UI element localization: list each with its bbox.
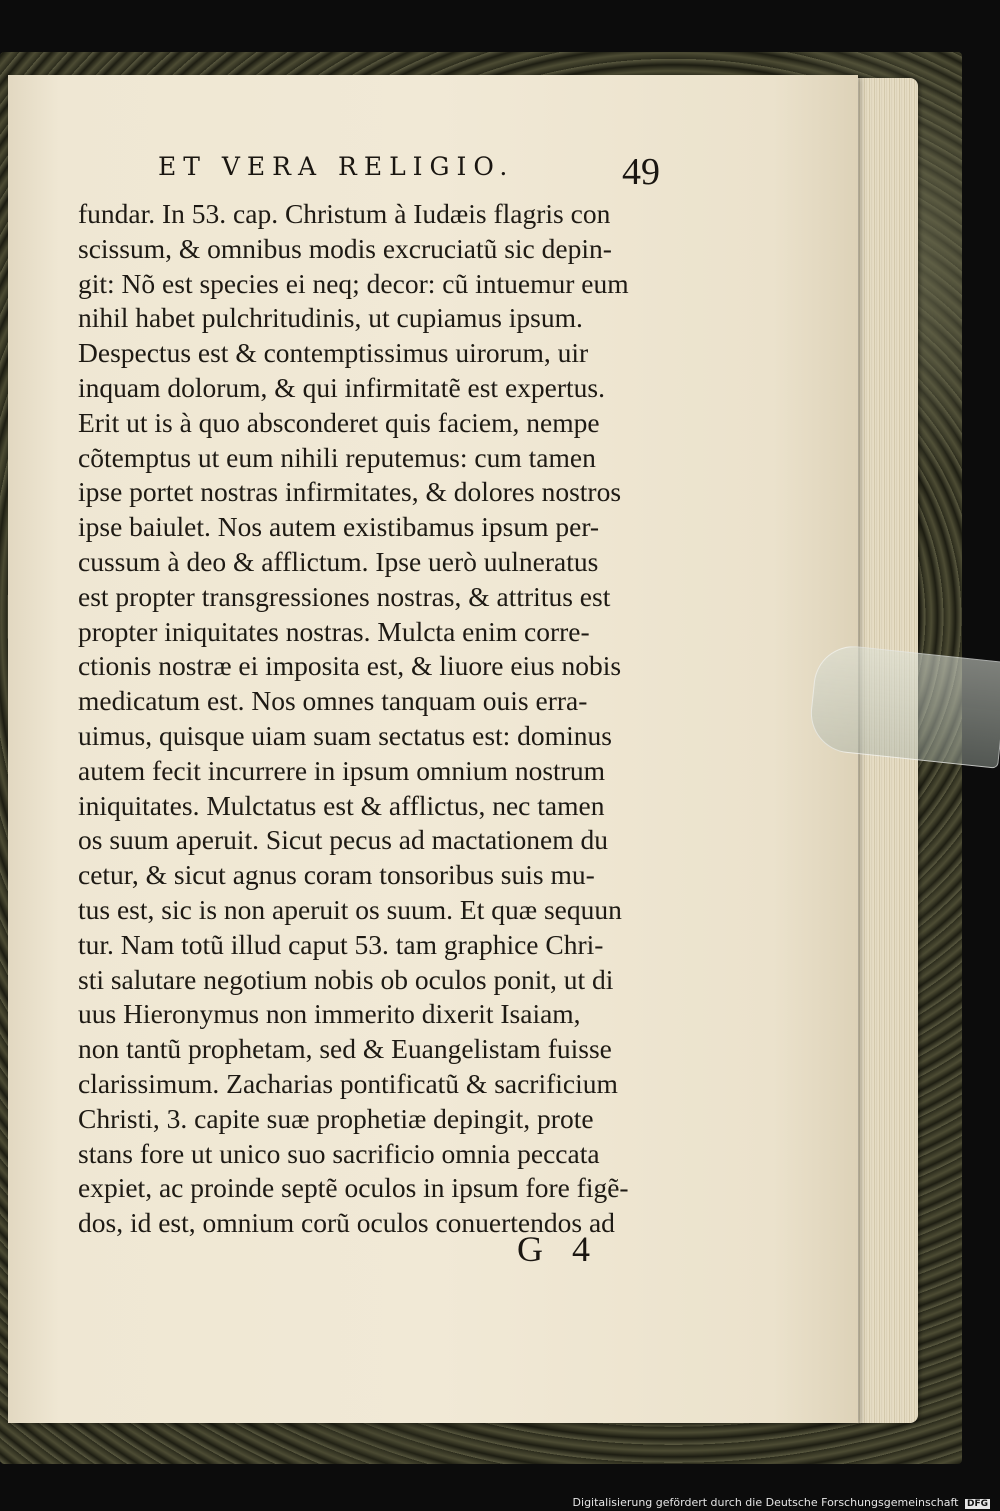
text-line: cetur, & sicut agnus coram tonsoribus suis mu- [78, 859, 595, 891]
text-line: Christi, 3. capite suæ prophetiæ depingit, prote [78, 1102, 594, 1134]
text-line: Despectus est & contemptissimus uirorum, uir [78, 337, 589, 369]
text-line: fundar. In 53. cap. Christum à Iudæis flagris con [78, 198, 611, 229]
text-line: clarissimum. Zacharias pontificatũ & sacrificium [78, 1067, 618, 1099]
page-number: 49 [622, 151, 660, 193]
digitization-credit [573, 1496, 990, 1509]
text-line: uus Hieronymus non immerito dixerit Isaiam, [78, 998, 581, 1030]
text-line: cussum à deo & afflictum. Ipse uerò uulneratus [78, 545, 599, 577]
text-line: sti salutare negotium nobis ob oculos ponit, ut di [78, 963, 614, 995]
text-line: ctionis nostræ ei imposita est, & liuore eius nobis [78, 650, 622, 682]
text-line: ipse baiulet. Nos autem existibamus ipsum per- [78, 511, 600, 543]
text-line: dos, id est, omnium corũ oculos conuertendos ad [78, 1207, 615, 1239]
text-line: iniquitates. Mulctatus est & afflictus, nec tamen [78, 789, 605, 821]
text-line: tus est, sic is non aperuit os suum. Et quæ sequun [78, 893, 622, 925]
plastic-page-clip [807, 642, 1000, 768]
text-line: est propter transgressiones nostras, & attritus est [78, 580, 611, 612]
text-line: Erit ut is à quo absconderet quis faciem, nempe [78, 406, 600, 438]
text-line: non tantũ prophetam, sed & Euangelistam fuisse [78, 1033, 612, 1065]
text-line: stans fore ut unico suo sacrificio omnia peccata [78, 1137, 600, 1169]
text-line: autem fecit incurrere in ipsum omnium nostrum [78, 754, 605, 786]
text-line: git: Nõ est species ei neq; decor: cũ intuemur eum [78, 267, 629, 299]
running-head: ET VERA RELIGIO. [158, 152, 515, 181]
dfg-logo: DFG [966, 1499, 988, 1509]
text-line: tur. Nam totũ illud caput 53. tam graphice Chri- [78, 928, 604, 960]
text-line: expiet, ac proinde septẽ oculos in ipsum fore figẽ- [78, 1172, 629, 1204]
text-line: medicatum est. Nos omnes tanquam ouis erra- [78, 685, 588, 717]
text-line: os suum aperuit. Sicut pecus ad mactationem du [78, 824, 609, 856]
text-line: propter iniquitates nostras. Mulcta enim corre- [78, 615, 590, 647]
text-line: scissum, & omnibus modis excruciatũ sic depin- [78, 232, 612, 264]
text-line: ipse portet nostras infirmitates, & dolores nostros [78, 476, 622, 508]
credit-text: Digitalisierung gefördert durch die Deutsche Forschungsgemeinschaft [572, 1496, 959, 1509]
text-line: inquam dolorum, & qui infirmitatẽ est expertus. [78, 371, 605, 403]
text-line: nihil habet pulchritudinis, ut cupiamus ipsum. [78, 302, 583, 334]
text-line: cõtemptus ut eum nihili reputemus: cum tamen [78, 441, 596, 473]
signature-mark: G 4 [517, 1229, 600, 1269]
text-line: uimus, quisque uiam suam sectatus est: dominus [78, 719, 612, 751]
text-block [78, 197, 678, 1241]
